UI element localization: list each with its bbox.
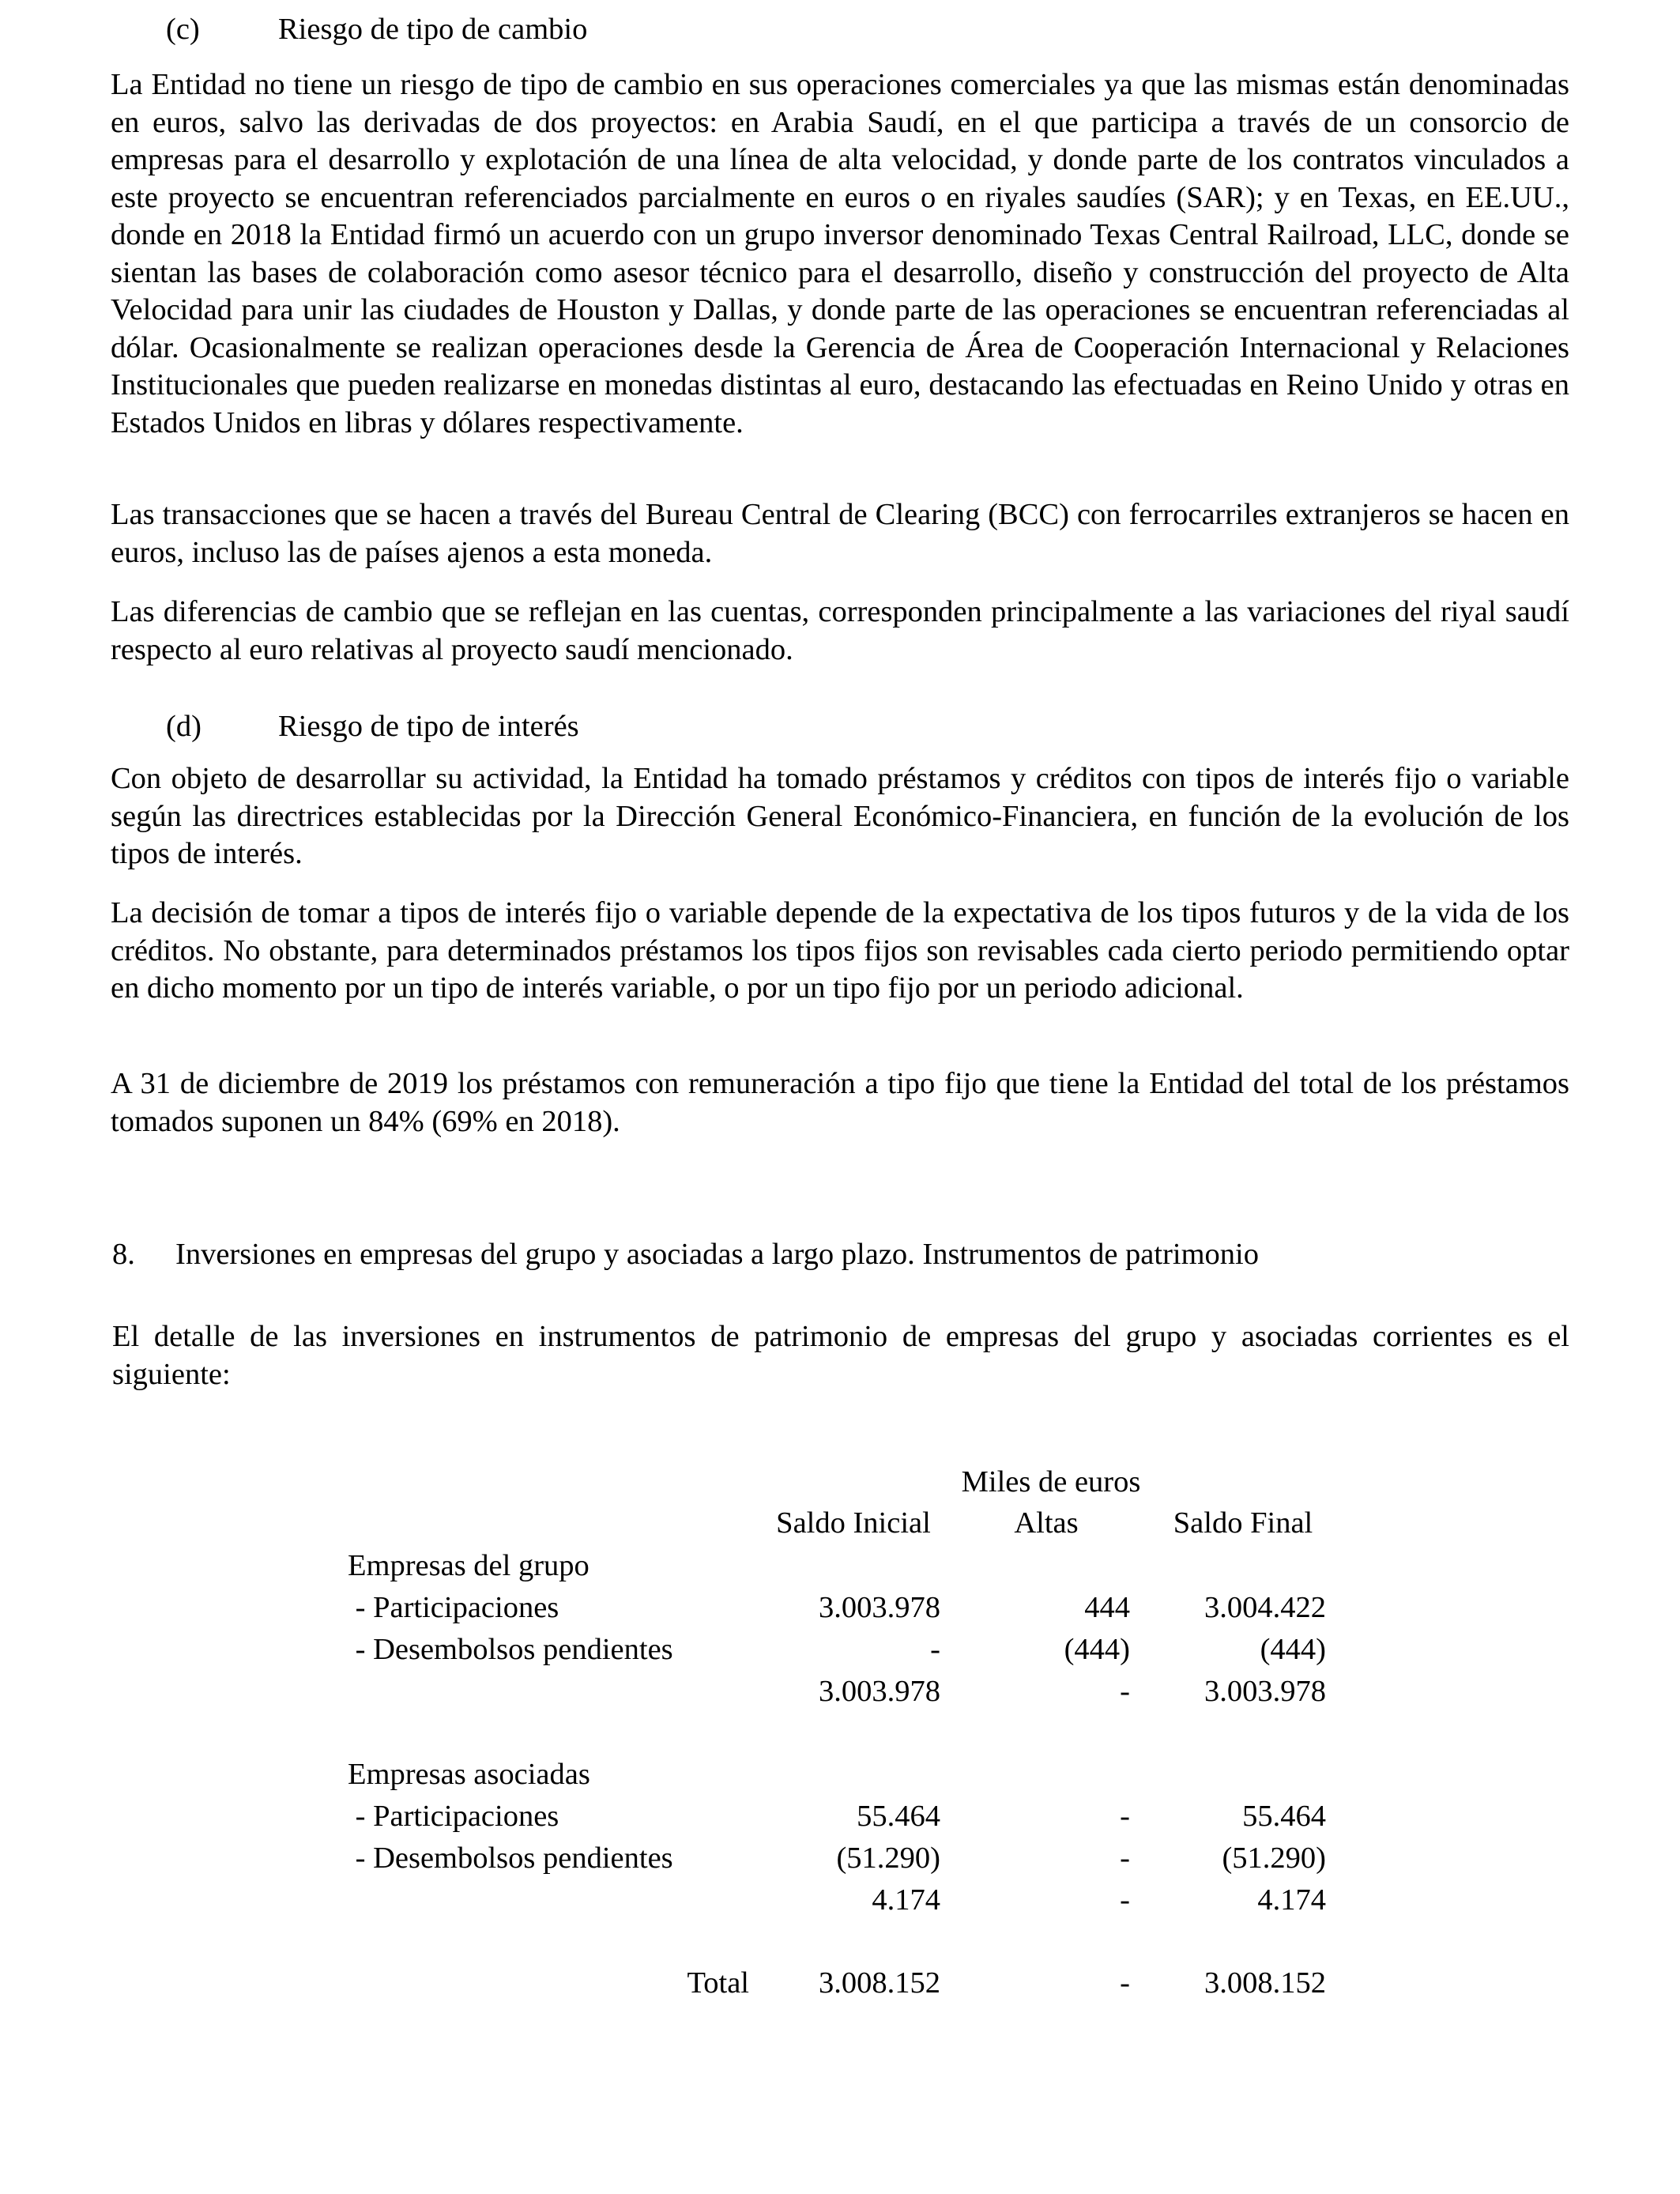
column-header-saldo-final: Saldo Final — [1173, 1506, 1313, 1540]
section-d-paragraph-3: A 31 de diciembre de 2019 los préstamos con remuneración a tipo fijo que tiene la Entidad del total de los préstamos tomados suponen un 84% (69% en 2018). — [111, 1067, 1569, 1138]
row-value-saldo-inicial: 3.003.978 — [819, 1591, 940, 1624]
section-c-label: (c) — [166, 13, 200, 46]
row-label: - Participaciones — [348, 1800, 559, 1833]
total-saldo-inicial: 3.008.152 — [819, 1966, 940, 2000]
total-altas: - — [1120, 1966, 1130, 2000]
row-value-saldo-inicial: - — [930, 1633, 940, 1666]
row-value-saldo-inicial: 55.464 — [857, 1800, 940, 1833]
section-d-title: Riesgo de tipo de interés — [278, 710, 579, 743]
row-value-altas: (444) — [1064, 1633, 1130, 1666]
row-value-saldo-inicial: (51.290) — [836, 1842, 940, 1875]
total-label: Total — [687, 1966, 749, 2000]
subtotal-saldo-final: 3.003.978 — [1204, 1675, 1326, 1708]
group-title-asociadas: Empresas asociadas — [348, 1758, 590, 1791]
row-value-saldo-final: (444) — [1260, 1633, 1326, 1666]
row-value-saldo-final: 55.464 — [1242, 1800, 1326, 1833]
row-value-altas: - — [1120, 1842, 1130, 1875]
section-8-intro: El detalle de las inversiones en instrumentos de patrimonio de empresas del grupo y asociadas corrientes es el siguiente: — [112, 1320, 1569, 1391]
section-c-title: Riesgo de tipo de cambio — [278, 13, 588, 46]
section-c-paragraph-1: La Entidad no tiene un riesgo de tipo de cambio en sus operaciones comerciales ya que las mismas están denominadas en euros, salvo las derivadas de dos proyectos: en Arabia Saudí, en el que participa a través de un consorcio de empresas para el desarrollo y explotación de una línea de alta velocidad, y donde parte de los contratos vinculados a este proyecto se encuentran referenciados parcialmente en euros o en riyales saudíes (SAR); y en Texas, en EE.UU., donde en 2018 la Entidad firmó un acuerdo con un grupo inversor denominado Texas Central Railroad, LLC, donde se sientan las bases de colaboración como asesor técnico para el desarrollo, diseño y construcción del proyecto de Alta Velocidad para unir las ciudades de Houston y Dallas, y donde parte de las operaciones se encuentran referenciadas al dólar. Ocasionalmente se realizan operaciones desde la Gerencia de Área de Cooperación Internacional y Relaciones Institucionales que pueden realizarse en monedas distintas al euro, destacando las efectuadas en Reino Unido y otras en Estados Unidos en libras y dólares respectivamente. — [111, 68, 1569, 439]
row-label: - Participaciones — [348, 1591, 559, 1624]
subtotal-saldo-inicial: 3.003.978 — [819, 1675, 940, 1708]
subtotal-saldo-final: 4.174 — [1257, 1883, 1326, 1917]
section-d-paragraph-2: La decisión de tomar a tipos de interés fijo o variable depende de la expectativa de los tipos futuros y de la vida de los créditos. No obstante, para determinados préstamos los tipos fijos son revisables cada cierto periodo permitiendo optar en dicho momento por un tipo de interés variable, o por un tipo fijo por un periodo adicional. — [111, 896, 1569, 1005]
row-value-saldo-final: (51.290) — [1222, 1842, 1326, 1875]
row-value-altas: 444 — [1084, 1591, 1130, 1624]
subtotal-altas: - — [1120, 1883, 1130, 1917]
column-header-saldo-inicial: Saldo Inicial — [776, 1506, 931, 1540]
row-value-saldo-final: 3.004.422 — [1204, 1591, 1326, 1624]
subtotal-altas: - — [1120, 1675, 1130, 1708]
group-title-grupo: Empresas del grupo — [348, 1549, 590, 1582]
row-label: - Desembolsos pendientes — [348, 1633, 673, 1666]
section-8-title: Inversiones en empresas del grupo y asociadas a largo plazo. Instrumentos de patrimonio — [175, 1238, 1259, 1271]
section-c-paragraph-3: Las diferencias de cambio que se reflejan en las cuentas, corresponden principalmente a las variaciones del riyal saudí respecto al euro relativas al proyecto saudí mencionado. — [111, 595, 1569, 666]
table-unit-header: Miles de euros — [961, 1465, 1141, 1498]
section-8-number: 8. — [112, 1238, 135, 1271]
row-value-altas: - — [1120, 1800, 1130, 1833]
section-d-paragraph-1: Con objeto de desarrollar su actividad, la Entidad ha tomado préstamos y créditos con tipos de interés fijo o variable según las directrices establecidas por la Dirección General Económico-Financiera, en función de la evolución de los tipos de interés. — [111, 762, 1569, 870]
column-header-altas: Altas — [1014, 1506, 1079, 1540]
row-label: - Desembolsos pendientes — [348, 1842, 673, 1875]
total-saldo-final: 3.008.152 — [1204, 1966, 1326, 2000]
section-d-label: (d) — [166, 710, 202, 743]
section-c-paragraph-2: Las transacciones que se hacen a través del Bureau Central de Clearing (BCC) con ferrocarriles extranjeros se hacen en euros, incluso las de países ajenos a esta moneda. — [111, 498, 1569, 569]
subtotal-saldo-inicial: 4.174 — [872, 1883, 940, 1917]
